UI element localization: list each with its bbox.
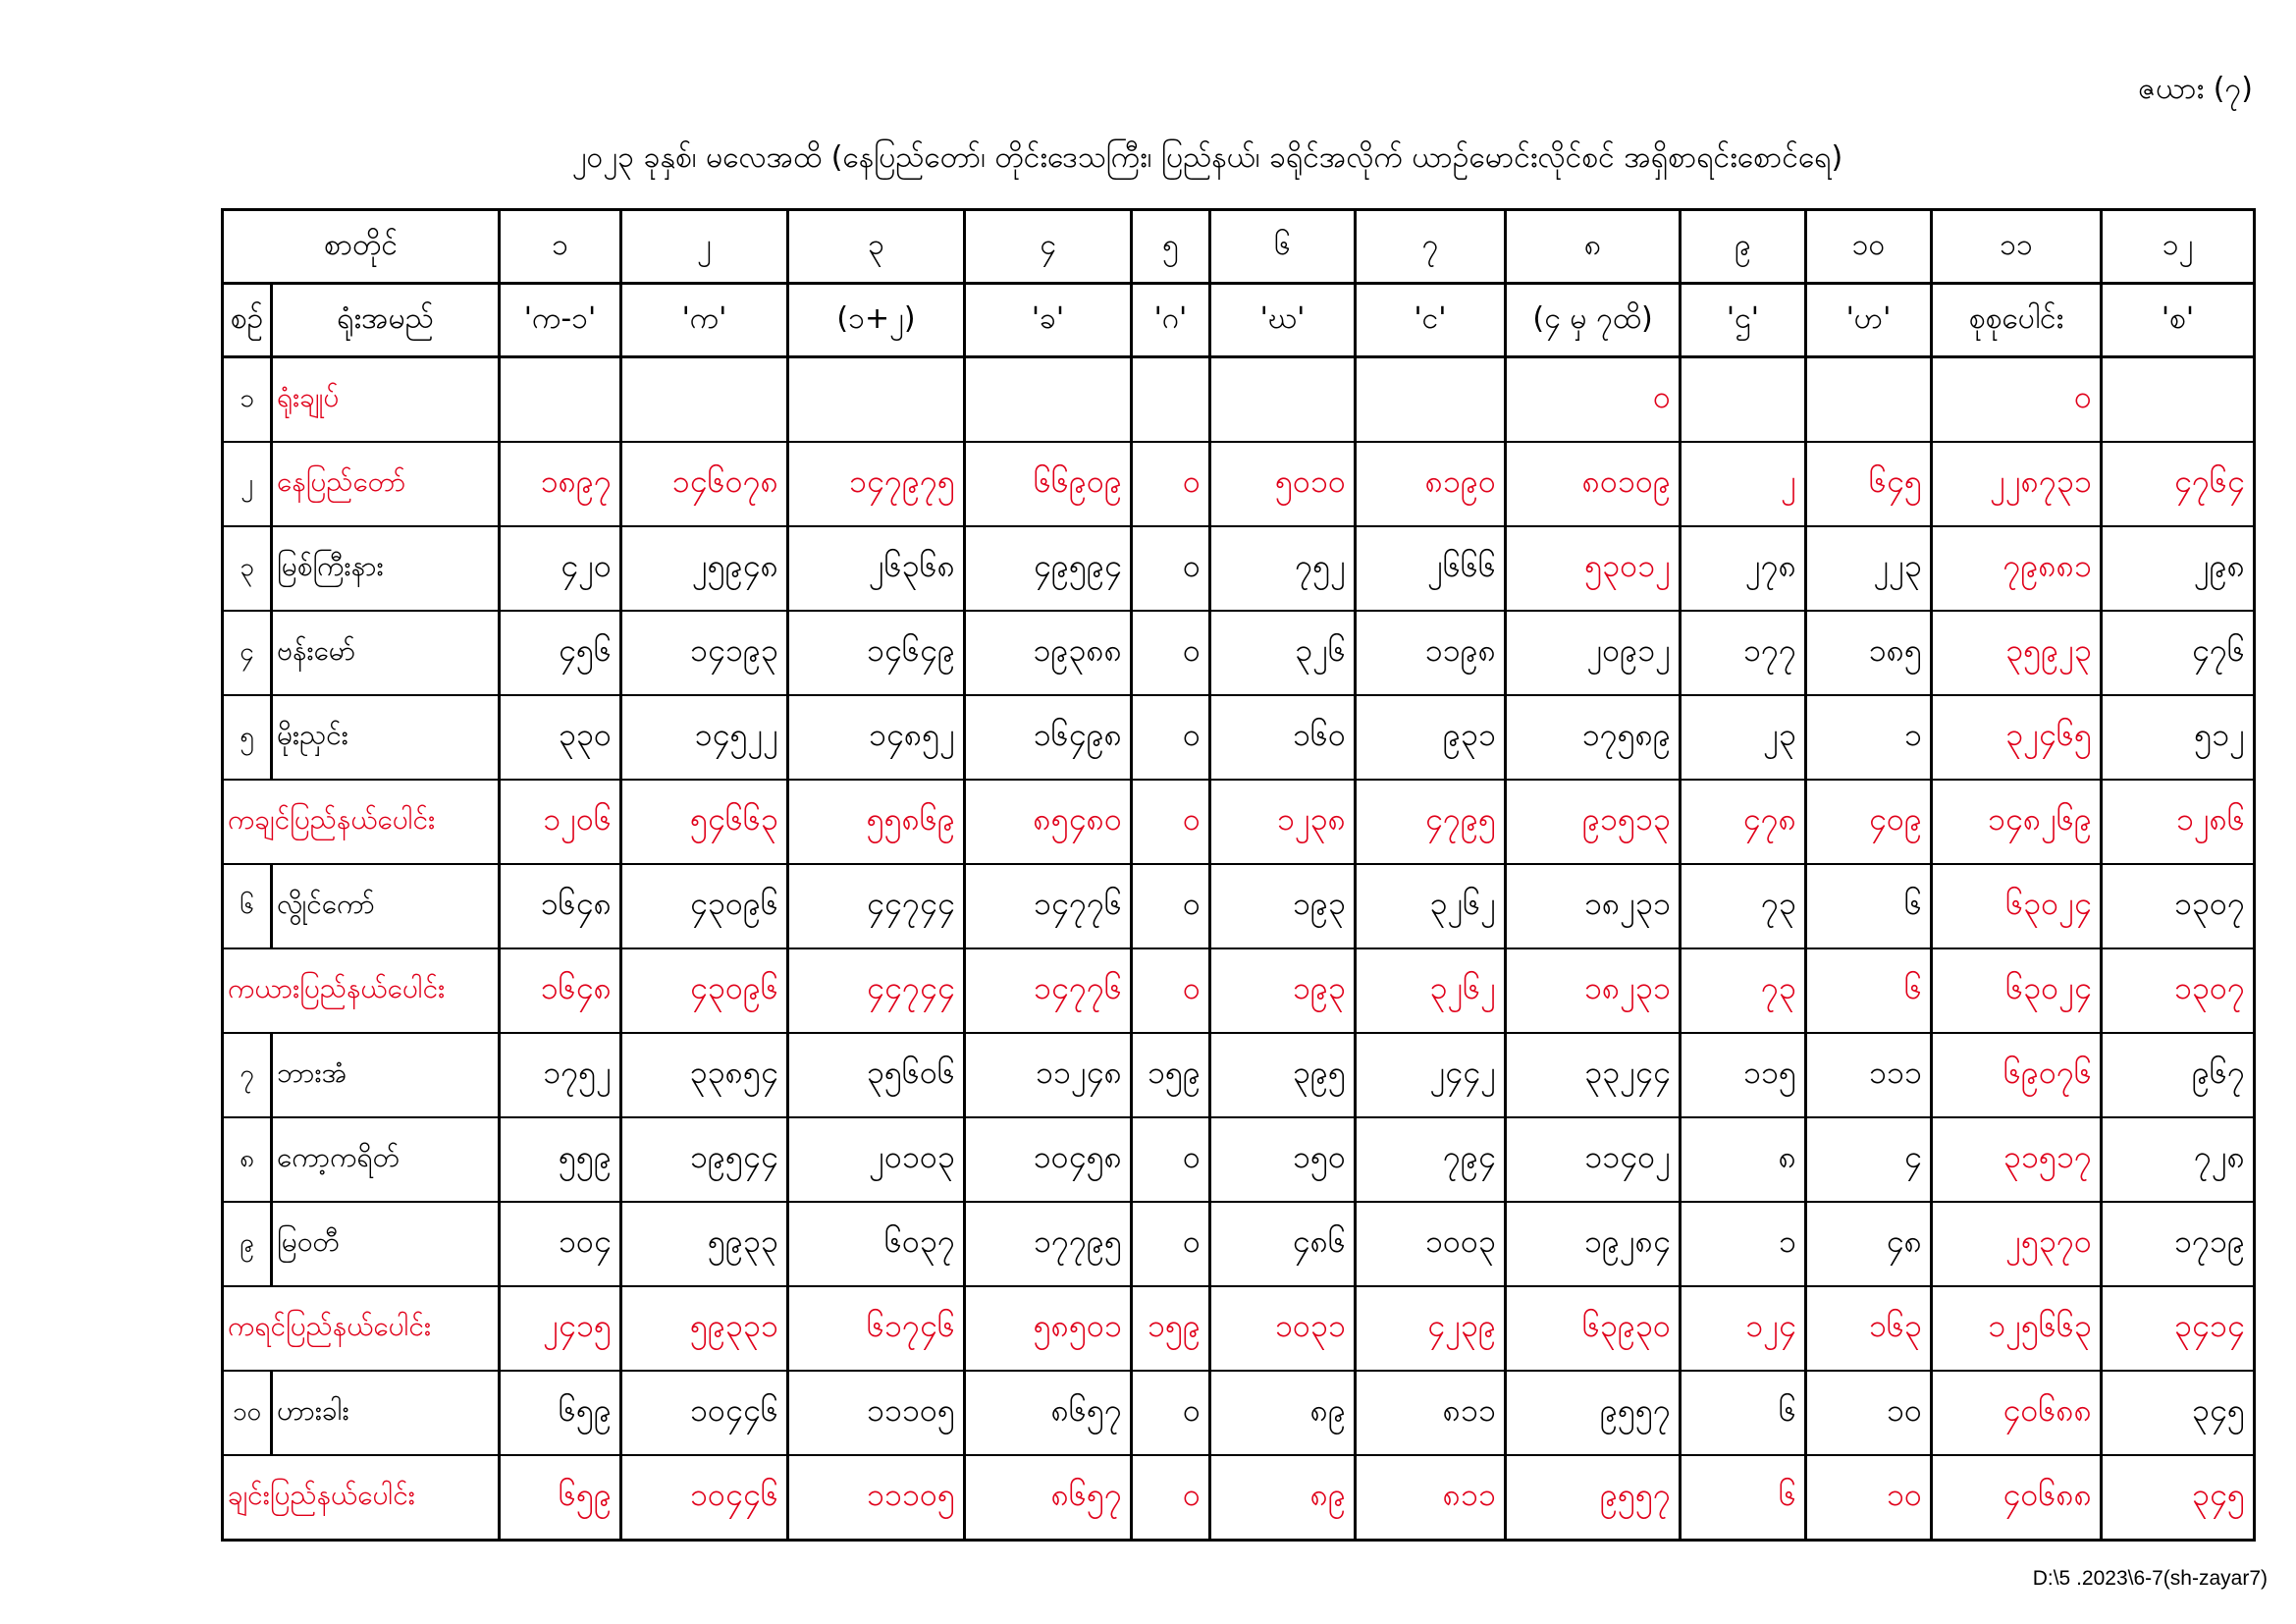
table-cell: ၁၆၀: [1210, 695, 1356, 780]
table-cell: ၂၇၈: [1681, 526, 1806, 611]
table-cell: ၂၉၈: [2102, 526, 2255, 611]
col-number: ၁၂: [2102, 210, 2255, 284]
table-cell: ၀: [1506, 357, 1681, 443]
col-number: ၂: [621, 210, 788, 284]
table-cell: ၁၉၂၈၄: [1506, 1202, 1681, 1286]
subtotal-label: ချင်းပြည်နယ်ပေါင်း: [223, 1455, 500, 1541]
table-cell: ၇၉၄: [1356, 1117, 1506, 1202]
table-row: [223, 1202, 2255, 1286]
table-cell: ၄၇၆၄: [2102, 442, 2255, 526]
table-cell: ၂၆၃၆၈: [788, 526, 965, 611]
table-cell: ၂၂၈၇၃၁: [1932, 442, 2102, 526]
table-cell: ၉၅၅၇: [1506, 1455, 1681, 1541]
table-cell: ၁၅၀: [1210, 1117, 1356, 1202]
table-cell: ၆၅၉: [500, 1371, 621, 1455]
table-cell: ၁၆၃: [1806, 1286, 1932, 1371]
table-cell: ၃၅၆၀၆: [788, 1033, 965, 1117]
table-cell: ၉၅၅၇: [1506, 1371, 1681, 1455]
col-number: ၆: [1210, 210, 1356, 284]
table-cell: ၁၂၄: [1681, 1286, 1806, 1371]
table-cell: ၁၂၈၆: [2102, 780, 2255, 864]
table-cell: ၀: [1132, 1371, 1210, 1455]
serial-number-header: စဉ်: [223, 284, 272, 357]
office-name: နေပြည်တော်: [272, 442, 500, 526]
table-cell: ၂၆၆၆: [1356, 526, 1506, 611]
col-code: 'ဟ': [1806, 284, 1932, 357]
serial-number: ၃: [223, 526, 272, 611]
table-cell: ၁၄၇၉၇၅: [788, 442, 965, 526]
subtotal-label: ကရင်ပြည်နယ်ပေါင်း: [223, 1286, 500, 1371]
table-cell: ၄၇၆: [2102, 611, 2255, 695]
table-cell: ၄၂၀: [500, 526, 621, 611]
office-name: မြစ်ကြီးနား: [272, 526, 500, 611]
table-cell: ၁၄၇၇၆: [965, 948, 1132, 1033]
table-cell: ၁၂၅၆၆၃: [1932, 1286, 2102, 1371]
office-name: ဗန်းမော်: [272, 611, 500, 695]
table-cell: ၁၀: [1806, 1371, 1932, 1455]
table-cell: ၁၄၇၇၆: [965, 864, 1132, 948]
table-cell: ၁၈၂၃၁: [1506, 948, 1681, 1033]
col-code: 'က-၁': [500, 284, 621, 357]
table-cell: ၁၇၇: [1681, 611, 1806, 695]
table-cell: ၁၄၈၅၂: [788, 695, 965, 780]
table-cell: ၁၇၅၂: [500, 1033, 621, 1117]
table-cell: ၅၅၉: [500, 1117, 621, 1202]
table-body: [223, 357, 2255, 1541]
table-cell: ၄၇၉၅: [1356, 780, 1506, 864]
table-cell: ၁၈၅: [1806, 611, 1932, 695]
table-cell: ၆၀၃၇: [788, 1202, 965, 1286]
table-cell: [788, 357, 965, 443]
table-cell: ၂၀၉၁၂: [1506, 611, 1681, 695]
table-cell: ၄: [1806, 1117, 1932, 1202]
serial-number: ၄: [223, 611, 272, 695]
col-number: ၇: [1356, 210, 1506, 284]
table-cell: ၈၆၅၇: [965, 1371, 1132, 1455]
table-cell: ၇၃: [1681, 948, 1806, 1033]
table-cell: ၆၄၅: [1806, 442, 1932, 526]
table-cell: ၈၁၁: [1356, 1455, 1506, 1541]
table-cell: ၁၀၃၁: [1210, 1286, 1356, 1371]
table-cell: ၆: [1806, 948, 1932, 1033]
table-cell: ၁၆၄၉၈: [965, 695, 1132, 780]
col-number: ၁၁: [1932, 210, 2102, 284]
table-cell: ၁၄၆၄၉: [788, 611, 965, 695]
table-cell: ၃၉၅: [1210, 1033, 1356, 1117]
table-cell: ၀: [1132, 780, 1210, 864]
serial-number: ၁: [223, 357, 272, 443]
table-cell: ၈၁၁: [1356, 1371, 1506, 1455]
table-row: [223, 611, 2255, 695]
table-cell: ၁၄၈၂၆၉: [1932, 780, 2102, 864]
table-cell: ၀: [1132, 1455, 1210, 1541]
table-cell: ၄၀၆၈၈: [1932, 1455, 2102, 1541]
table-cell: ၁၀၄၄၆: [621, 1371, 788, 1455]
table-cell: ၈၀၁၀၉: [1506, 442, 1681, 526]
table-cell: [1210, 357, 1356, 443]
header-row-codes: [223, 284, 2255, 357]
table-cell: ၁၀၄၅၈: [965, 1117, 1132, 1202]
table-cell: [1132, 357, 1210, 443]
table-cell: ၇၉၈၈၁: [1932, 526, 2102, 611]
table-cell: ၆၃၉၃၀: [1506, 1286, 1681, 1371]
serial-number: ၈: [223, 1117, 272, 1202]
table-cell: ၅၈၅၀၁: [965, 1286, 1132, 1371]
table-cell: ၁၉၃၈၈: [965, 611, 1132, 695]
subtotal-row: [223, 1455, 2255, 1541]
table-cell: ၈၅၄၈၀: [965, 780, 1132, 864]
table-cell: ၂၅၉၄၈: [621, 526, 788, 611]
table-cell: ၂၀၁၀၃: [788, 1117, 965, 1202]
col-code: 'က': [621, 284, 788, 357]
table-cell: [2102, 357, 2255, 443]
table-cell: ၃၅၉၂၃: [1932, 611, 2102, 695]
table-cell: ၁၂၃၈: [1210, 780, 1356, 864]
table-cell: ၁၄၁၉၃: [621, 611, 788, 695]
table-row: [223, 357, 2255, 443]
table-cell: ၀: [1932, 357, 2102, 443]
table-cell: ၅၄၆၆၃: [621, 780, 788, 864]
table-cell: ၇၃: [1681, 864, 1806, 948]
table-cell: ၈၉: [1210, 1455, 1356, 1541]
table-cell: ၀: [1132, 695, 1210, 780]
table-cell: ၁၇၇၉၅: [965, 1202, 1132, 1286]
table-row: [223, 864, 2255, 948]
serial-number: ၉: [223, 1202, 272, 1286]
table-cell: ၄၄၇၄၄: [788, 948, 965, 1033]
column-label-header: စာတိုင်: [223, 210, 500, 284]
col-number: ၉: [1681, 210, 1806, 284]
table-cell: ၁၁၅: [1681, 1033, 1806, 1117]
table-cell: [500, 357, 621, 443]
table-cell: ၄၀၉: [1806, 780, 1932, 864]
table-cell: [1356, 357, 1506, 443]
table-cell: ၉၆၇: [2102, 1033, 2255, 1117]
table-cell: ၈၉: [1210, 1371, 1356, 1455]
license-table: [221, 208, 2256, 1542]
table-cell: ၁၆၄၈: [500, 864, 621, 948]
table-cell: ၁၁၂၄၈: [965, 1033, 1132, 1117]
table-cell: ၈: [1681, 1117, 1806, 1202]
table-cell: ၁၉၃: [1210, 864, 1356, 948]
table-cell: ၁၅၉: [1132, 1286, 1210, 1371]
serial-number: ၇: [223, 1033, 272, 1117]
table-cell: ၁၁၄၀၂: [1506, 1117, 1681, 1202]
table-cell: ၁၈၉၇: [500, 442, 621, 526]
col-code: (၄ မှ ၇ထိ): [1506, 284, 1681, 357]
table-cell: ၆: [1681, 1371, 1806, 1455]
table-cell: ၄၉၅၉၄: [965, 526, 1132, 611]
serial-number: ၂: [223, 442, 272, 526]
office-name: မိုးညှင်း: [272, 695, 500, 780]
office-name: ဘားအံ: [272, 1033, 500, 1117]
table-title: ၂၀၂၃ ခုနှစ်၊ မလေအထိ (နေပြည်တော်၊ တိုင်းဒေသကြီး၊ ပြည်နယ်၊ ခရိုင်အလိုက် ယာဉ်မောင်းလိုင်စင် အရှိစာရင်းစောင်ရေ): [571, 140, 1843, 175]
table-cell: ၂၂၃: [1806, 526, 1932, 611]
col-code: (၁+၂): [788, 284, 965, 357]
table-cell: ၄၈၆: [1210, 1202, 1356, 1286]
office-name: ရုံးချုပ်: [272, 357, 500, 443]
col-number: ၅: [1132, 210, 1210, 284]
table-cell: ၇၂၈: [2102, 1117, 2255, 1202]
table-cell: ၅၉၃၃၁: [621, 1286, 788, 1371]
table-cell: ၁: [1806, 695, 1932, 780]
table-cell: ၆၃၀၂၄: [1932, 948, 2102, 1033]
subtotal-label: ကချင်ပြည်နယ်ပေါင်း: [223, 780, 500, 864]
table-cell: ၁၀၄: [500, 1202, 621, 1286]
table-cell: ၆၅၉: [500, 1455, 621, 1541]
table-cell: ၅၅၈၆၉: [788, 780, 965, 864]
table-cell: ၁၁၁: [1806, 1033, 1932, 1117]
table-cell: ၃၂၆၂: [1356, 948, 1506, 1033]
table-cell: ၁၀၀၃: [1356, 1202, 1506, 1286]
table-cell: ၂၄၁၅: [500, 1286, 621, 1371]
table-row: [223, 526, 2255, 611]
table-cell: ၄၀၆၈၈: [1932, 1371, 2102, 1455]
table-cell: ၉၁၅၁၃: [1506, 780, 1681, 864]
table-cell: ၅၃၀၁၂: [1506, 526, 1681, 611]
subtotal-row: [223, 948, 2255, 1033]
table-cell: ၁၉၅၄၄: [621, 1117, 788, 1202]
table-cell: ၀: [1132, 1117, 1210, 1202]
table-cell: ၀: [1132, 442, 1210, 526]
col-number: ၃: [788, 210, 965, 284]
table-cell: ၂: [1681, 442, 1806, 526]
table-cell: ၀: [1132, 948, 1210, 1033]
serial-number: ၆: [223, 864, 272, 948]
table-cell: ၁၈၂၃၁: [1506, 864, 1681, 948]
table-cell: ၂၃: [1681, 695, 1806, 780]
table-number: ဇယား (၇): [2138, 72, 2253, 106]
col-code: 'င': [1356, 284, 1506, 357]
table-cell: ၆၁၇၄၆: [788, 1286, 965, 1371]
table-cell: ၅၉၃၃: [621, 1202, 788, 1286]
table-cell: ၁၁၁၀၅: [788, 1455, 965, 1541]
table-cell: ၄၃၀၉၆: [621, 948, 788, 1033]
office-name: မြဝတီ: [272, 1202, 500, 1286]
table-cell: ၁၁၉၈: [1356, 611, 1506, 695]
table-cell: ၁၀: [1806, 1455, 1932, 1541]
table-cell: ၀: [1132, 864, 1210, 948]
table-cell: ၄၃၀၉၆: [621, 864, 788, 948]
table-cell: ၀: [1132, 526, 1210, 611]
table-cell: ၁၅၉: [1132, 1033, 1210, 1117]
col-code: 'ခ': [965, 284, 1132, 357]
office-name: လွိုင်ကော်: [272, 864, 500, 948]
table-cell: ၃၃၂၄၄: [1506, 1033, 1681, 1117]
table-cell: ၁၄၅၂၂: [621, 695, 788, 780]
table-cell: ၉၃၁: [1356, 695, 1506, 780]
col-code: 'ဌ': [1681, 284, 1806, 357]
subtotal-label: ကယားပြည်နယ်ပေါင်း: [223, 948, 500, 1033]
table-row: [223, 695, 2255, 780]
office-name-header: ရုံးအမည်: [272, 284, 500, 357]
table-cell: ၁၃၀၇: [2102, 948, 2255, 1033]
table-cell: ၈၁၉၀: [1356, 442, 1506, 526]
table-cell: ၁: [1681, 1202, 1806, 1286]
col-number: ၁: [500, 210, 621, 284]
col-code: 'ဃ': [1210, 284, 1356, 357]
table-cell: ၁၁၁၀၅: [788, 1371, 965, 1455]
serial-number: ၁၀: [223, 1371, 272, 1455]
table-cell: ၇၅၂: [1210, 526, 1356, 611]
table-cell: ၂၅၃၇၀: [1932, 1202, 2102, 1286]
table-cell: ၅၀၁၀: [1210, 442, 1356, 526]
table-cell: ၁၆၄၈: [500, 948, 621, 1033]
table-cell: ၃၂၄၆၅: [1932, 695, 2102, 780]
table-cell: ၆၃၀၂၄: [1932, 864, 2102, 948]
table-cell: ၄၇၈: [1681, 780, 1806, 864]
col-number: ၄: [965, 210, 1132, 284]
table-cell: ၁၂၀၆: [500, 780, 621, 864]
col-number: ၁၀: [1806, 210, 1932, 284]
table-cell: ၃၂၆၂: [1356, 864, 1506, 948]
table-cell: ၄၄၇၄၄: [788, 864, 965, 948]
table-cell: ၃၂၆: [1210, 611, 1356, 695]
table-cell: ၁၃၀၇: [2102, 864, 2255, 948]
table-cell: ၂၄၄၂: [1356, 1033, 1506, 1117]
table-row: [223, 442, 2255, 526]
table-cell: ၃၃၀: [500, 695, 621, 780]
table-cell: ၁၉၃: [1210, 948, 1356, 1033]
subtotal-row: [223, 1286, 2255, 1371]
file-path-label: D:\5 .2023\6-7(sh-zayar7): [2032, 1567, 2268, 1590]
office-name: ဟားခါး: [272, 1371, 500, 1455]
table-cell: ၃၁၅၁၇: [1932, 1117, 2102, 1202]
col-code: 'စ': [2102, 284, 2255, 357]
table-cell: [1806, 357, 1932, 443]
table-cell: [965, 357, 1132, 443]
subtotal-row: [223, 780, 2255, 864]
table-cell: ၁၇၅၈၉: [1506, 695, 1681, 780]
table-cell: ၄၈: [1806, 1202, 1932, 1286]
header-row-numbers: [223, 210, 2255, 284]
table-cell: ၃၄၁၄: [2102, 1286, 2255, 1371]
table-cell: ၀: [1132, 611, 1210, 695]
table-cell: ၁၄၆၀၇၈: [621, 442, 788, 526]
col-code: စုစုပေါင်း: [1932, 284, 2102, 357]
table-cell: ၃၃၈၅၄: [621, 1033, 788, 1117]
table-row: [223, 1033, 2255, 1117]
table-cell: ၆၆၉၀၉: [965, 442, 1132, 526]
col-code: 'ဂ': [1132, 284, 1210, 357]
table-cell: ၆၉၀၇၆: [1932, 1033, 2102, 1117]
table-cell: [621, 357, 788, 443]
table-cell: ၁၀၄၄၆: [621, 1455, 788, 1541]
table-cell: ၆: [1806, 864, 1932, 948]
table-cell: ၃၄၅: [2102, 1455, 2255, 1541]
table-cell: ၅၁၂: [2102, 695, 2255, 780]
serial-number: ၅: [223, 695, 272, 780]
table-cell: ၁၇၁၉: [2102, 1202, 2255, 1286]
col-number: ၈: [1506, 210, 1681, 284]
table-cell: ၃၄၅: [2102, 1371, 2255, 1455]
table-row: [223, 1371, 2255, 1455]
table-cell: ၀: [1132, 1202, 1210, 1286]
table-cell: ၈၆၅၇: [965, 1455, 1132, 1541]
table-cell: [1681, 357, 1806, 443]
table-cell: ၆: [1681, 1455, 1806, 1541]
table-cell: ၄၂၃၉: [1356, 1286, 1506, 1371]
table-row: [223, 1117, 2255, 1202]
office-name: ကော့ကရိတ်: [272, 1117, 500, 1202]
table-cell: ၄၅၆: [500, 611, 621, 695]
